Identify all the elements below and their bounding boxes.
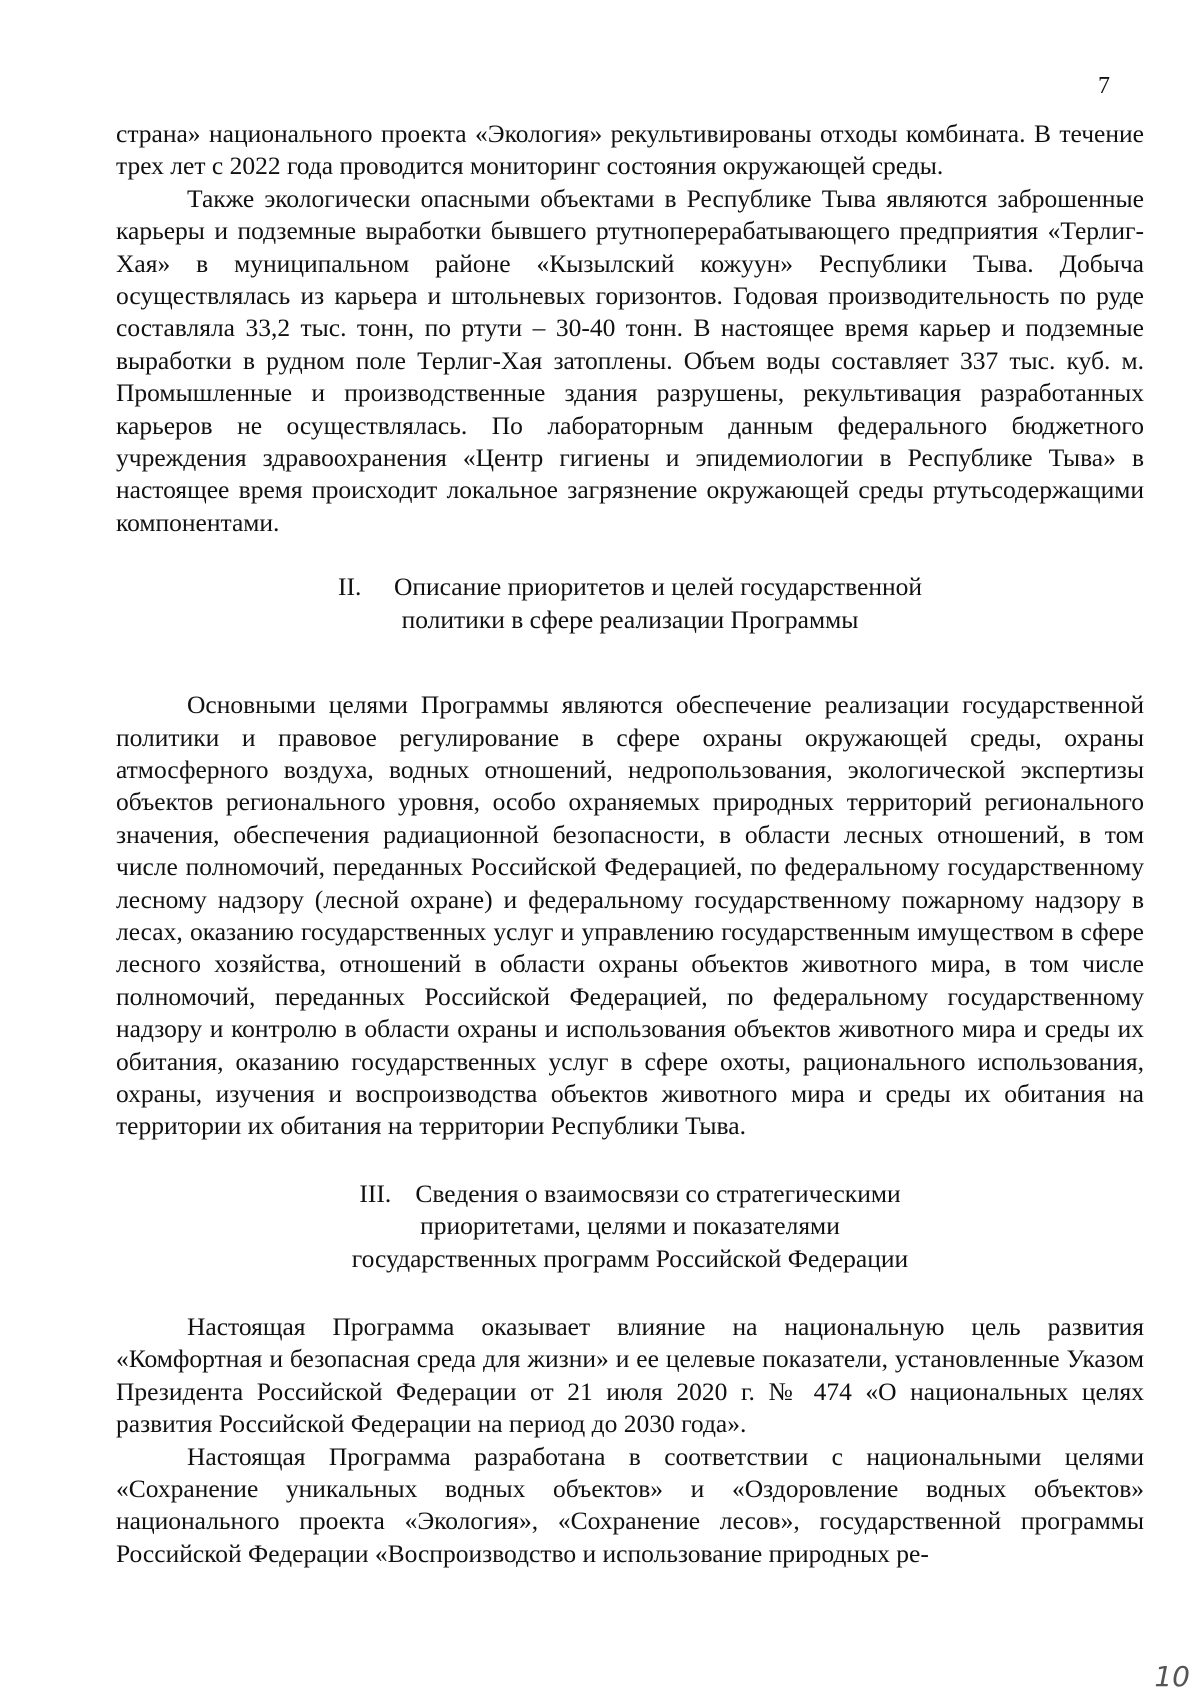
paragraph-continuation: страна» национального проекта «Экология» рекультивированы отходы комбината. В течение трех лет с 2022 года проводится мониторинг состояния окружающей среды. — [116, 119, 1144, 181]
section-2-paragraph: Основными целями Программы являются обеспечение реализации государственной политики и правовое регулирование в сфере охраны окружающей среды, охраны атмосферного воздуха, водных отношений, недропользования, экологической экспертизы объектов регионального уровня, особо охраняемых природных территорий регионального значения, обеспечения радиационной безопасности, в области лесных отношений, в том числе полномочий, переданных Российской Федерацией, по федеральному государственному лесному надзору (лесной охране) и федеральному государственному пожарному надзору в лесах, оказанию государственных услуг и управлению государственным имуществом в сфере лесного хозяйства, отношений в области охраны объектов животного мира, в том числе полномочий, переданных Российской Федерацией, по федеральному государственному надзору и контролю в области охраны и использования объектов животного мира и среды их обитания, оказанию государственных услуг в сфере охоты, рационального использования, охраны, изучения и воспроизводства объектов животного мира и среды их обитания на территории их обитания на территории Республики Тыва. — [116, 690, 1144, 1141]
section-3-number: III. — [359, 1178, 392, 1208]
document-body — [116, 118, 1144, 1570]
section-2-title-line-1: Описание приоритетов и целей государственной — [393, 572, 923, 602]
section-3-title-line-1: Сведения о взаимосвязи со стратегическими — [415, 1178, 901, 1208]
section-3-paragraph-2: Настоящая Программа разработана в соответствии с национальными целями «Сохранение уникальных водных объектов» и «Оздоровление водных объектов» национального проекта «Экология», «Сохранение лесов», государственной программы Российской Федерации «Воспроизводство и использование природных ре- — [116, 1441, 1144, 1568]
section-3-paragraph-1: Настоящая Программа оказывает влияние на национальную цель развития «Комфортная и безопасная среда для жизни» и ее целевые показатели, установленные Указом Президента Российской Федерации от 21 июля 2020 г. № 474 «О национальных целях развития Российской Федерации на период до 2030 года». — [116, 1312, 1144, 1439]
section-2-heading — [116, 571, 1144, 636]
section-3-title-line-3: государственных программ Российской Федерации — [351, 1243, 909, 1273]
page-number: 7 — [1098, 73, 1110, 99]
section-2-number: II. — [337, 572, 362, 602]
section-3-title-line-2: приоритетами, целями и показателями — [420, 1211, 840, 1241]
corner-mark: 10 — [1154, 1660, 1190, 1693]
section-3-heading — [116, 1178, 1144, 1275]
paragraph-terlig-khaya: Также экологически опасными объектами в Республике Тыва являются заброшенные карьеры и подземные выработки бывшего ртутноперерабатывающего предприятия «Терлиг-Хая» в муниципальном районе «Кызылский кожуун» Республики Тыва. Добыча осуществлялась из карьера и штольневых горизонтов. Годовая производительность по руде составляла 33,2 тыс. тонн, по ртути – 30-40 тонн. В настоящее время карьер и подземные выработки в рудном поле Терлиг-Хая затоплены. Объем воды составляет 337 тыс. куб. м. Промышленные и производственные здания разрушены, рекультивация разработанных карьеров не осуществлялась. По лабораторным данным федерального бюджетного учреждения здравоохранения «Центр гигиены и эпидемиологии в Республике Тыва» в настоящее время происходит локальное загрязнение окружающей среды ртутьсодержащими компонентами. — [116, 183, 1144, 537]
section-2-title-line-2: политики в сфере реализации Программы — [401, 604, 859, 634]
